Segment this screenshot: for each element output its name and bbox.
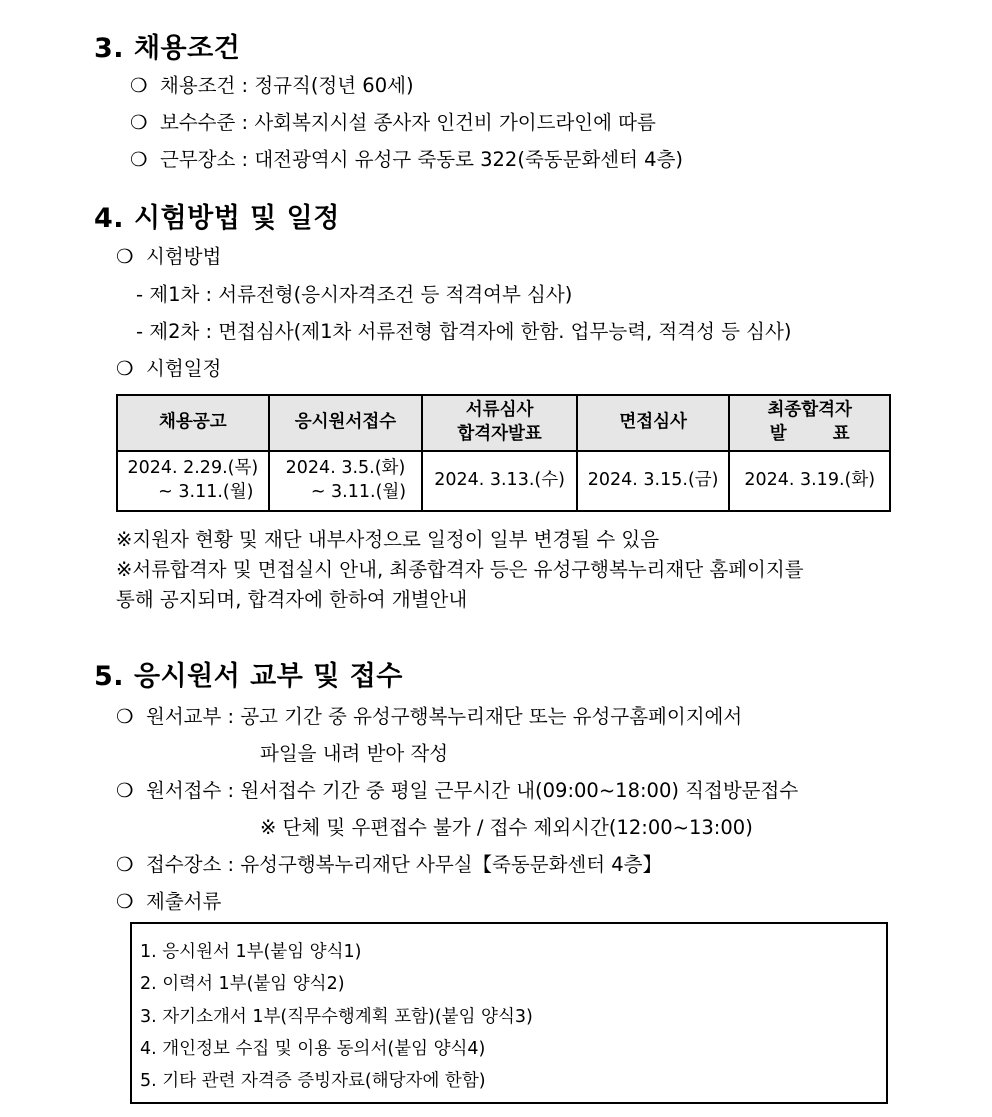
circle-bullet-icon: ❍: [116, 245, 134, 268]
application-receipt-note: ※ 단체 및 우편접수 불가 / 접수 제외시간(12:00~13:00): [260, 816, 753, 839]
method-title: ❍ 시험방법: [116, 245, 222, 268]
header-announcement: 채용공고: [117, 395, 269, 451]
application-form-distribution-cont: 파일을 내려 받아 작성: [260, 742, 449, 765]
document-item: 2. 이력서 1부(붙임 양식2): [140, 974, 345, 994]
circle-bullet-icon: ❍: [116, 853, 134, 876]
submission-documents-title: ❍ 제출서류: [116, 890, 222, 913]
submission-documents-box: [130, 922, 888, 1104]
section3-heading: 3. 채용조건: [94, 33, 241, 64]
header-document-result: 서류심사 합격자발표: [422, 395, 577, 451]
circle-bullet-icon: ❍: [116, 779, 134, 802]
header-final-result: 최종합격자 발 표: [729, 395, 890, 451]
section5-heading: 5. 응시원서 교부 및 접수: [94, 661, 403, 692]
cell-interview-date: 2024. 3.15.(금): [577, 451, 730, 511]
document-item: 4. 개인정보 수집 및 이용 동의서(붙임 양식4): [140, 1039, 486, 1059]
header-application: 응시원서접수: [269, 395, 423, 451]
circle-bullet-icon: ❍: [116, 890, 134, 913]
note-schedule-change: ※지원자 현황 및 재단 내부사정으로 일정이 일부 변경될 수 있음: [116, 528, 660, 551]
table-header-row: [117, 395, 890, 451]
circle-bullet-icon: ❍: [116, 357, 134, 380]
document-item: 3. 자기소개서 1부(직무수행계획 포함)(붙임 양식3): [140, 1007, 533, 1027]
section4-heading: 4. 시험방법 및 일정: [94, 203, 340, 234]
document-item: 5. 기타 관련 자격증 증빙자료(해당자에 한함): [140, 1071, 486, 1091]
section3-item-employment-type: ❍ 채용조건 : 정규직(정년 60세): [130, 74, 414, 97]
circle-bullet-icon: ❍: [116, 705, 134, 728]
circle-bullet-icon: ❍: [130, 148, 148, 171]
cell-application-dates: 2024. 3.5.(화) ~ 3.11.(월): [269, 451, 423, 511]
document-item: 1. 응시원서 1부(붙임 양식1): [140, 942, 362, 962]
receipt-location: ❍ 접수장소 : 유성구행복누리재단 사무실【죽동문화센터 4층】: [116, 853, 663, 876]
schedule-table: [116, 394, 891, 512]
circle-bullet-icon: ❍: [130, 111, 148, 134]
method-item-first: - 제1차 : 서류전형(응시자격조건 등 적격여부 심사): [136, 283, 573, 306]
application-receipt: ❍ 원서접수 : 원서접수 기간 중 평일 근무시간 내(09:00~18:00) 직접방문접수: [116, 779, 799, 802]
table-row: [117, 451, 890, 511]
header-interview: 면접심사: [577, 395, 730, 451]
cell-final-result-date: 2024. 3.19.(화): [729, 451, 890, 511]
method-item-second: - 제2차 : 면접심사(제1차 서류전형 합격자에 한함. 업무능력, 적격성 등 심사): [136, 320, 792, 343]
note-announcement: ※서류합격자 및 면접실시 안내, 최종합격자 등은 유성구행복누리재단 홈페이지를: [116, 558, 804, 581]
note-announcement-cont: 통해 공지되며, 합격자에 한하여 개별안내: [116, 588, 468, 611]
section3-item-salary: ❍ 보수수준 : 사회복지시설 종사자 인건비 가이드라인에 따름: [130, 111, 656, 134]
cell-document-result-date: 2024. 3.13.(수): [422, 451, 577, 511]
section3-item-workplace: ❍ 근무장소 : 대전광역시 유성구 죽동로 322(죽동문화센터 4층): [130, 148, 684, 171]
application-form-distribution: ❍ 원서교부 : 공고 기간 중 유성구행복누리재단 또는 유성구홈페이지에서: [116, 705, 743, 728]
circle-bullet-icon: ❍: [130, 74, 148, 97]
schedule-title: ❍ 시험일정: [116, 357, 222, 380]
cell-announcement-dates: 2024. 2.29.(목) ~ 3.11.(월): [117, 451, 269, 511]
